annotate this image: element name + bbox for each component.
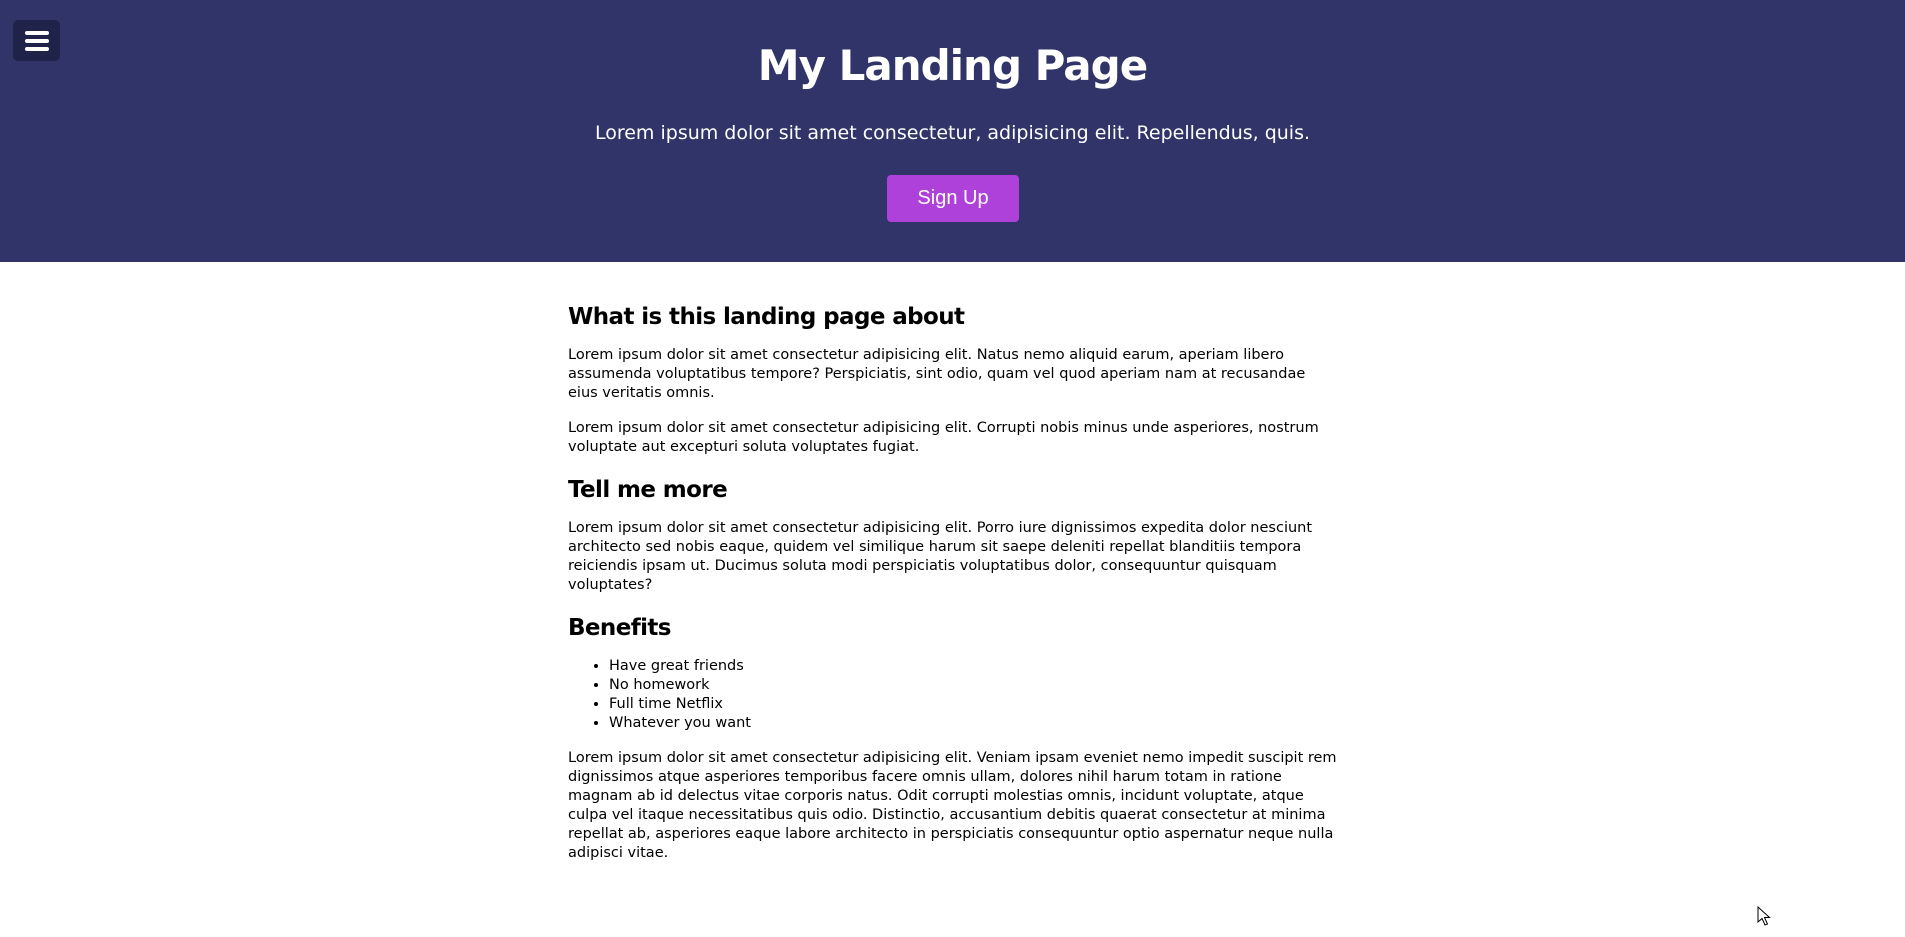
hero-header — [0, 0, 1905, 262]
list-item: • No homework — [609, 676, 1338, 695]
section-paragraph: Lorem ipsum dolor sit amet consectetur adipisicing elit. Corrupti nobis minus unde asperiores, nostrum voluptate aut excepturi soluta voluptates fugiat. — [568, 420, 1319, 455]
section-paragraph: Lorem ipsum dolor sit amet consectetur adipisicing elit. Natus nemo aliquid earum, aperiam libero assumenda voluptatibus tempore? Perspiciatis, sint odio, quam vel quod aperiam nam at recusandae eius veritatis omnis. — [568, 347, 1306, 401]
list-item: • Full time Netflix — [609, 695, 1338, 714]
page-title: My Landing Page — [757, 41, 1148, 90]
mouse-cursor-icon — [1757, 906, 1771, 926]
section-about — [568, 298, 1338, 457]
list-item: • Whatever you want — [609, 714, 1338, 733]
benefits-list — [568, 657, 1338, 733]
hero-subtitle: Lorem ipsum dolor sit amet consectetur, adipisicing elit. Repellendus, quis. — [594, 122, 1311, 144]
section-heading: Benefits — [568, 615, 671, 641]
section-tell-me-more — [568, 471, 1338, 595]
main-content — [568, 290, 1338, 863]
list-item: • Have great friends — [609, 657, 1338, 676]
sign-up-button[interactable]: Sign Up — [887, 175, 1019, 222]
section-benefits — [568, 609, 1338, 863]
section-heading: What is this landing page about — [568, 304, 965, 330]
section-paragraph: Lorem ipsum dolor sit amet consectetur adipisicing elit. Porro iure dignissimos expedita dolor nesciunt architecto sed nobis eaque, quidem vel similique harum sit saepe deleniti repellat blanditiis tempora reiciendis ipsam ut. Ducimus soluta modi perspiciatis voluptatibus dolor, consequuntur quisquam voluptates? — [568, 520, 1313, 593]
section-heading: Tell me more — [568, 477, 728, 503]
section-paragraph: Lorem ipsum dolor sit amet consectetur adipisicing elit. Veniam ipsam eveniet nemo impedit suscipit rem dignissimos atque asperiores temporibus facere omnis ullam, dolores nihil harum totam in ratione magnam ab id delectus vitae corporis natus. Odit corrupti molestias omnis, incidunt voluptate, atque culpa vel itaque necessitatibus quis odio. Distinctio, accusantium debitis quaerat consectetur at minima repellat ab, asperiores eaque labore architecto in perspiciatis consequuntur optio aspernatur neque nulla adipisci vitae. — [568, 750, 1337, 861]
